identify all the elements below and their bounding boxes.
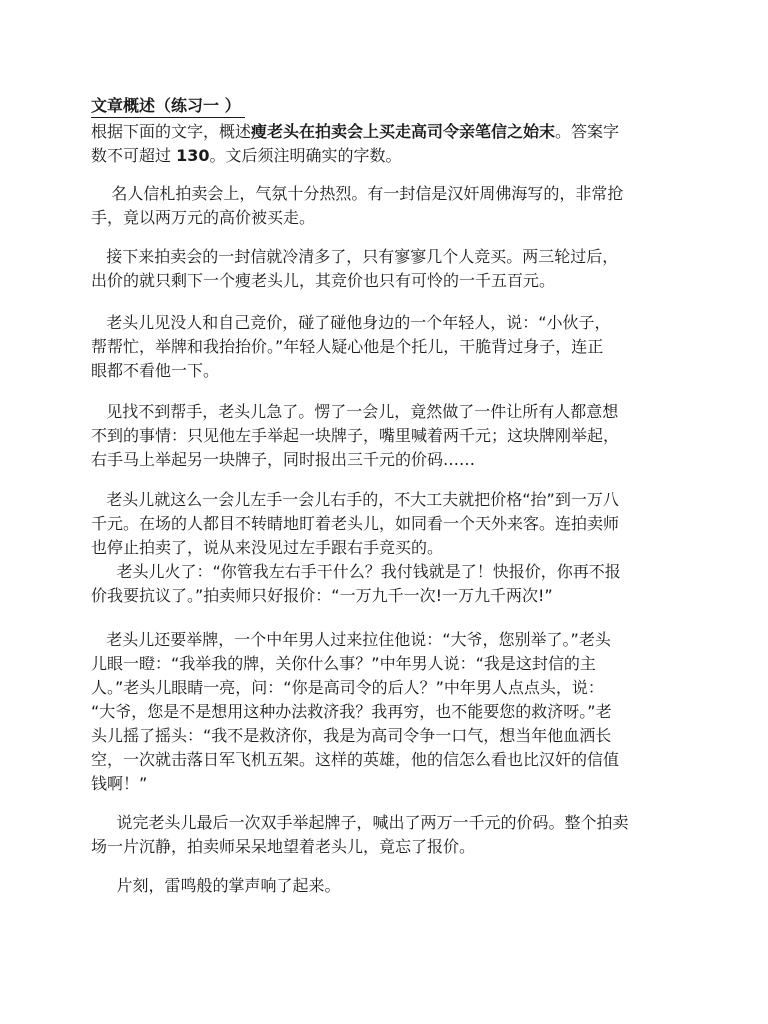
story-paragraph-6: 老头儿还要举牌，一个中年男人过来拉住他说：“大爷，您别举了。”老头 儿眼一瞪：“我举我的牌，关你什么事？”中年男人说：“我是这封信的主 人。”老头儿眼睛一亮，问：“你是高司令的后人？”中年男人点点头，说： “大爷，您是不是想用这种办法救济我？我再穷，也不能要您的救济呀。”老 头儿摇了摇头：“我不是救济你，我是为高司令争一口气，想当年他血洒长 空，一次就击落日军飞机五架。这样的英雄，他的信怎么看也比汉奸的信值 钱啊！” (91, 630, 620, 793)
instruction-paragraph (91, 120, 681, 168)
instruction-prefix: 根据下面的文字，概述 (91, 122, 252, 141)
instruction-middle: 。答案字 数不可超过 (91, 122, 620, 165)
instruction-suffix: 。文后须注明确实的字数。 (209, 146, 402, 165)
instruction-topic: 瘦老头在拍卖会上买走高司令亲笔信之始末 (251, 122, 556, 141)
story-paragraph-5: 老头儿就这么一会儿左手一会儿右手的，不大工夫就把价格“抬”到一万八 千元。在场的人都目不转睛地盯着老头儿，如同看一个天外来客。连拍卖师 也停止拍卖了，说从来没见过左手跟右手竞买的。 老头儿火了：“你管我左右手干什么？我付钱就是了！快报价，你再不报 价我要抗议了。”拍卖师只好报价：“一万九千一次!一万九千两次!” (91, 490, 621, 605)
story-paragraph-3: 老头儿见没人和自己竞价，碰了碰他身边的一个年轻人，说：“小伙子， 帮帮忙，举牌和我抬抬价。”年轻人疑心他是个托儿，干脆背过身子，连正 眼都不看他一下。 (91, 313, 611, 380)
story-paragraph-7: 说完老头儿最后一次双手举起牌子，喊出了两万一千元的价码。整个拍卖 场一片沉静，拍卖师呆呆地望着老头儿，竟忘了报价。 (91, 813, 629, 856)
story-paragraph-1: 名人信札拍卖会上，气氛十分热烈。有一封信是汉奸周佛海写的，非常抢 手，竟以两万元的高价被买走。 (91, 184, 624, 227)
story-paragraph-8: 片刻，雷鸣般的掌声响了起来。 (91, 876, 341, 895)
document-title: 文章概述（练习一 ） (91, 95, 245, 118)
instruction-word-limit: 130 (176, 146, 210, 165)
story-paragraph-4: 见找不到帮手，老头儿急了。愣了一会儿，竟然做了一件让所有人都意想 不到的事情：只见他左手举起一块牌子，嘴里喊着两千元；这块牌刚举起， 右手马上举起另一块牌子，同时报出三千元的价码…… (91, 402, 620, 469)
story-paragraph-2: 接下来拍卖会的一封信就冷清多了，只有寥寥几个人竞买。两三轮过后， 出价的就只剩下一个瘦老头儿，其竞价也只有可怜的一千五百元。 (91, 247, 619, 290)
